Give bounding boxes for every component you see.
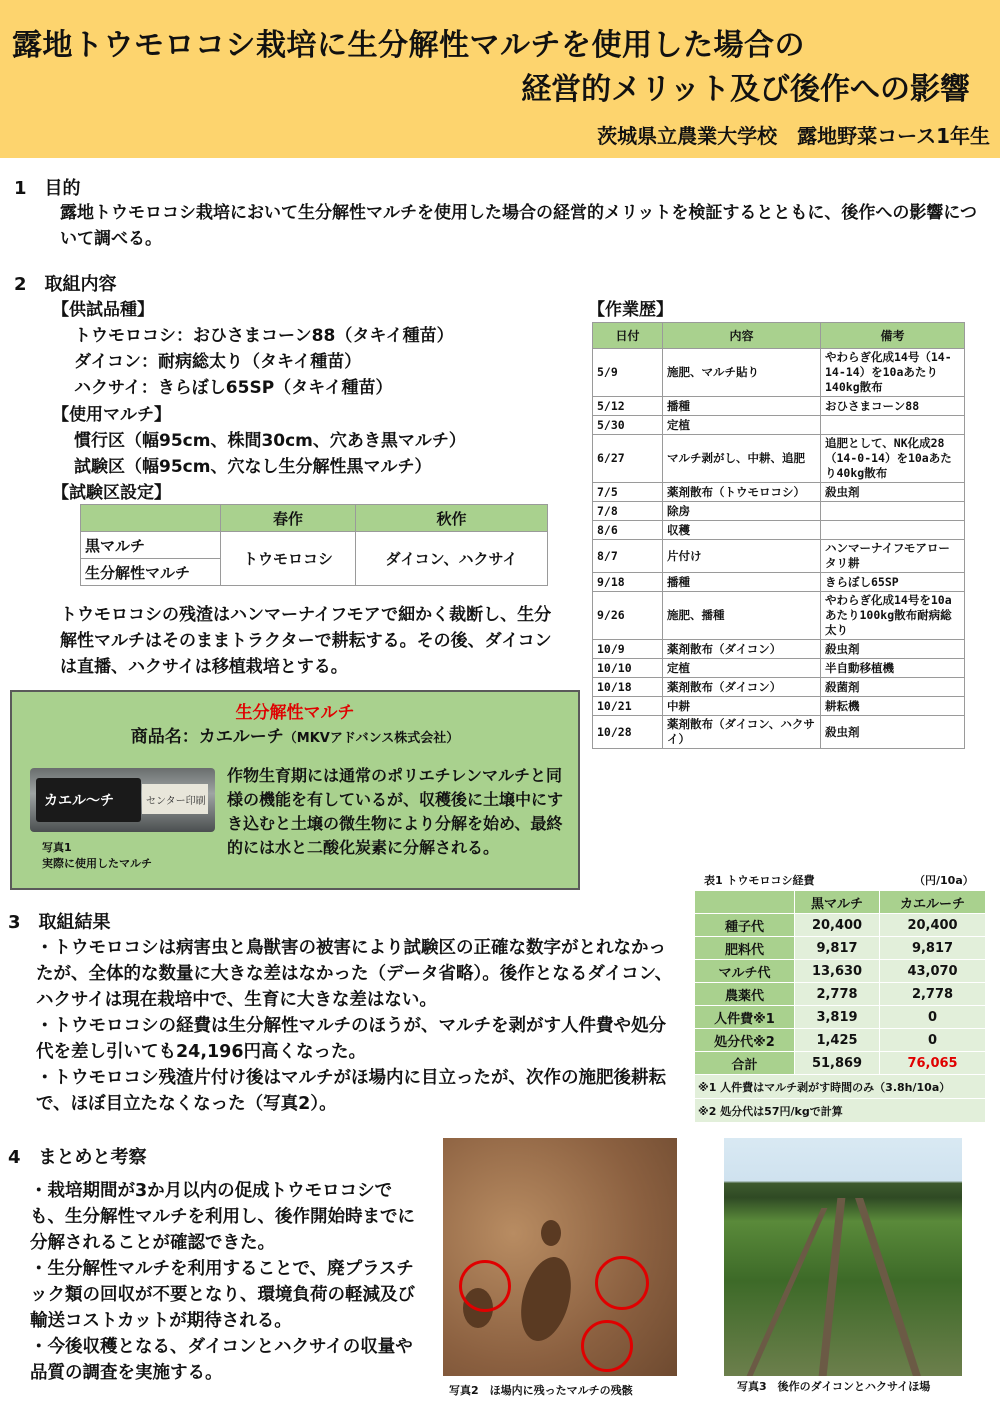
cost-row xyxy=(695,1052,986,1075)
photo1-caption-text: 実際に使用したマルチ xyxy=(42,857,152,870)
photo-field-mulch-residue xyxy=(443,1138,677,1376)
cost-item: マルチ代 xyxy=(695,960,795,983)
mulch-info-box xyxy=(10,690,580,890)
work-note: きらぼし65SP xyxy=(821,573,965,592)
mulch-description: 作物生育期には通常のポリエチレンマルチと同様の機能を有しているが、収穫後に土壌中にすき込むと土壌の微生物により分解を始め、最終的には水と二酸化炭素に分解される。 xyxy=(227,766,564,857)
work-note: おひさまコーン88 xyxy=(821,397,965,416)
work-col-date: 日付 xyxy=(593,323,663,349)
work-note: 追肥として、NK化成28（14-0-14）を10aあたり40kg散布 xyxy=(821,435,965,483)
bullet-line: ・今後収穫となる、ダイコンとハクサイの収量や品質の調査を実施する。 xyxy=(30,1337,413,1383)
work-note: ハンマーナイフモアロータリ耕 xyxy=(821,540,965,573)
bullet-line: ・トウモロコシは病害虫と鳥獣害の被害により試験区の正確な数字がとれなかったが、全体的な数量に大きな差はなかった（データ省略）。後作となるダイコン、ハクサイは現在栽培中で、生育に大きな差はない。 xyxy=(36,938,673,1010)
section-purpose-text: 露地トウモロコシ栽培において生分解性マルチを使用した場合の経営的メリットを検証するとともに、後作への影響について調べる。 xyxy=(60,203,977,249)
author-school: 茨城県立農業大学校 露地野菜コース1年生 xyxy=(597,124,990,148)
work-date: 9/26 xyxy=(593,592,663,640)
work-note: 殺虫剤 xyxy=(821,716,965,749)
section-results-heading: 3 取組結果 xyxy=(8,912,111,933)
mulch-photo xyxy=(30,768,215,832)
box-title: 生分解性マルチ xyxy=(235,703,355,723)
work-row xyxy=(593,349,965,397)
work-date: 10/18 xyxy=(593,678,663,697)
cost-col-kaeru: カエルーチ xyxy=(880,891,986,914)
work-date: 5/12 xyxy=(593,397,663,416)
cost-kaeru: 9,817 xyxy=(880,937,986,960)
work-row xyxy=(593,435,965,483)
mulch-test: 試験区（幅95cm、穴なし生分解性黒マルチ） xyxy=(74,457,432,477)
photo-daikon-hakusai-field xyxy=(724,1138,962,1376)
work-row xyxy=(593,502,965,521)
header-banner xyxy=(0,0,1000,158)
work-note xyxy=(821,502,965,521)
work-content: 薬剤散布（トウモロコシ） xyxy=(663,483,821,502)
cost-black: 1,425 xyxy=(795,1029,880,1052)
work-content: 施肥、マルチ貼り xyxy=(663,349,821,397)
work-row xyxy=(593,540,965,573)
photo2-caption: 写真2 ほ場内に残ったマルチの残骸 xyxy=(449,1384,633,1397)
plot-setting-table xyxy=(80,504,548,586)
variety-heading: 【供試品種】 xyxy=(52,300,154,320)
work-row xyxy=(593,592,965,640)
work-note xyxy=(821,521,965,540)
work-note: やわらぎ化成14号（14-14-14）を10aあたり140kg散布 xyxy=(821,349,965,397)
product-name xyxy=(12,722,578,747)
work-col-note: 備考 xyxy=(821,323,965,349)
work-row xyxy=(593,521,965,540)
bullet-line: ・トウモロコシ残渣片付け後はマルチがほ場内に目立ったが、次作の施肥後耕耘で、ほぼ目立たなくなった（写真2）。 xyxy=(36,1068,666,1114)
cost-item: 人件費※1 xyxy=(695,1006,795,1029)
work-row xyxy=(593,716,965,749)
section-summary-text xyxy=(30,1178,425,1386)
cost-item: 合計 xyxy=(695,1052,795,1075)
work-content: 定植 xyxy=(663,659,821,678)
autumn-crop: ダイコン、ハクサイ xyxy=(355,532,547,586)
work-note: 殺菌剤 xyxy=(821,678,965,697)
work-row xyxy=(593,678,965,697)
work-note xyxy=(821,416,965,435)
variety-daikon: ダイコン：耐病総太り（タキイ種苗） xyxy=(74,352,362,372)
cost-note1: ※1 人件費はマルチ剥がす時間のみ（3.8h/10a） xyxy=(695,1075,986,1099)
work-content: 中耕 xyxy=(663,697,821,716)
work-date: 9/18 xyxy=(593,573,663,592)
work-content: 除房 xyxy=(663,502,821,521)
work-row xyxy=(593,640,965,659)
work-note: 半自動移植機 xyxy=(821,659,965,678)
cost-black: 51,869 xyxy=(795,1052,880,1075)
work-date: 10/10 xyxy=(593,659,663,678)
work-content: 収穫 xyxy=(663,521,821,540)
work-content: 施肥、播種 xyxy=(663,592,821,640)
cost-black: 13,630 xyxy=(795,960,880,983)
cost-row xyxy=(695,1006,986,1029)
section-content-heading: 2 取組内容 xyxy=(14,274,117,295)
work-content: 播種 xyxy=(663,397,821,416)
photo1-caption xyxy=(42,840,152,872)
mulch-roll-label: センター印刷 xyxy=(142,784,208,814)
cost-row xyxy=(695,914,986,937)
setting-heading: 【試験区設定】 xyxy=(52,483,171,503)
col-autumn: 秋作 xyxy=(355,505,547,532)
work-row xyxy=(593,659,965,678)
work-col-content: 内容 xyxy=(663,323,821,349)
cost-item: 肥料代 xyxy=(695,937,795,960)
cost-kaeru: 20,400 xyxy=(880,914,986,937)
mulch-control: 慣行区（幅95cm、株間30cm、穴あき黒マルチ） xyxy=(74,431,466,451)
cost-kaeru: 0 xyxy=(880,1029,986,1052)
work-row xyxy=(593,573,965,592)
cost-kaeru: 0 xyxy=(880,1006,986,1029)
cost-table-caption: 表1 トウモロコシ経費 xyxy=(704,874,815,887)
row-black-mulch: 黒マルチ xyxy=(81,532,221,559)
mulch-heading: 【使用マルチ】 xyxy=(52,405,171,425)
work-note: 殺虫剤 xyxy=(821,640,965,659)
highlight-circle xyxy=(595,1256,649,1310)
cost-table xyxy=(694,890,986,1123)
cost-row xyxy=(695,937,986,960)
work-date: 7/5 xyxy=(593,483,663,502)
mulch-roll-brand: カエル〜チ xyxy=(36,778,141,822)
work-history-table xyxy=(592,322,965,749)
work-date: 8/7 xyxy=(593,540,663,573)
bullet-line: ・トウモロコシの経費は生分解性マルチのほうが、マルチを剥がす人件費や処分代を差し引いても24,196円高くなった。 xyxy=(36,1016,666,1062)
work-content: 定植 xyxy=(663,416,821,435)
bullet-line: ・栽培期間が3か月以内の促成トウモロコシでも、生分解性マルチを利用し、後作開始時までに分解されることが確認できた。 xyxy=(30,1181,415,1253)
section-purpose-heading: 1 目的 xyxy=(14,178,81,199)
cost-row xyxy=(695,1029,986,1052)
cost-black: 9,817 xyxy=(795,937,880,960)
work-date: 10/28 xyxy=(593,716,663,749)
cost-kaeru: 2,778 xyxy=(880,983,986,1006)
work-date: 5/9 xyxy=(593,349,663,397)
highlight-circle xyxy=(459,1260,511,1312)
bullet-line: ・生分解性マルチを利用することで、廃プラスチック類の回収が不要となり、環境負荷の軽減及び輸送コストカットが期待される。 xyxy=(30,1259,415,1331)
page-title-line1: 露地トウモロコシ栽培に生分解性マルチを使用した場合の xyxy=(12,28,805,63)
cost-item: 処分代※2 xyxy=(695,1029,795,1052)
col-spring: 春作 xyxy=(221,505,356,532)
work-row xyxy=(593,416,965,435)
section-summary-heading: 4 まとめと考察 xyxy=(8,1147,147,1168)
product-label: 商品名：カエルーチ xyxy=(130,727,284,747)
section-results-text xyxy=(36,935,681,1117)
work-row xyxy=(593,397,965,416)
variety-hakusai: ハクサイ：きらぼし65SP（タキイ種苗） xyxy=(74,378,393,398)
cost-kaeru: 76,065 xyxy=(880,1052,986,1075)
work-content: 薬剤散布（ダイコン） xyxy=(663,640,821,659)
cost-row xyxy=(695,983,986,1006)
cost-kaeru: 43,070 xyxy=(880,960,986,983)
work-content: 播種 xyxy=(663,573,821,592)
work-date: 8/6 xyxy=(593,521,663,540)
cost-black: 3,819 xyxy=(795,1006,880,1029)
cost-black: 20,400 xyxy=(795,914,880,937)
work-date: 10/21 xyxy=(593,697,663,716)
work-row xyxy=(593,483,965,502)
product-maker: （MKVアドバンス株式会社） xyxy=(283,731,460,746)
work-note: 耕耘機 xyxy=(821,697,965,716)
method-paragraph: トウモロコシの残渣はハンマーナイフモアで細かく裁断し、生分解性マルチはそのままトラクターで耕耘する。その後、ダイコンは直播、ハクサイは移植栽培とする。 xyxy=(60,605,552,677)
work-row xyxy=(593,697,965,716)
row-bio-mulch: 生分解性マルチ xyxy=(81,559,221,586)
work-date: 10/9 xyxy=(593,640,663,659)
work-content: 薬剤散布（ダイコン、ハクサイ） xyxy=(663,716,821,749)
page-title-line2: 経営的メリット及び後作への影響 xyxy=(521,72,970,107)
cost-table-unit: （円/10a） xyxy=(914,874,974,887)
work-note: 殺虫剤 xyxy=(821,483,965,502)
work-date: 7/8 xyxy=(593,502,663,521)
cost-item: 種子代 xyxy=(695,914,795,937)
cost-row xyxy=(695,960,986,983)
work-history-title: 【作業歴】 xyxy=(588,300,673,320)
work-date: 5/30 xyxy=(593,416,663,435)
photo3-caption: 写真3 後作のダイコンとハクサイほ場 xyxy=(737,1380,931,1393)
cost-col-black: 黒マルチ xyxy=(795,891,880,914)
variety-corn: トウモロコシ：おひさまコーン88（タキイ種苗） xyxy=(74,326,454,346)
cost-note2: ※2 処分代は57円/kgで計算 xyxy=(695,1099,986,1123)
work-content: 片付け xyxy=(663,540,821,573)
highlight-circle xyxy=(581,1320,633,1372)
work-content: 薬剤散布（ダイコン） xyxy=(663,678,821,697)
work-note: やわらぎ化成14号を10aあたり100kg散布耐病総太り xyxy=(821,592,965,640)
photo1-caption-num: 写真1 xyxy=(42,841,72,854)
cost-item: 農薬代 xyxy=(695,983,795,1006)
work-date: 6/27 xyxy=(593,435,663,483)
work-content: マルチ剥がし、中耕、追肥 xyxy=(663,435,821,483)
cost-black: 2,778 xyxy=(795,983,880,1006)
spring-crop: トウモロコシ xyxy=(221,532,356,586)
